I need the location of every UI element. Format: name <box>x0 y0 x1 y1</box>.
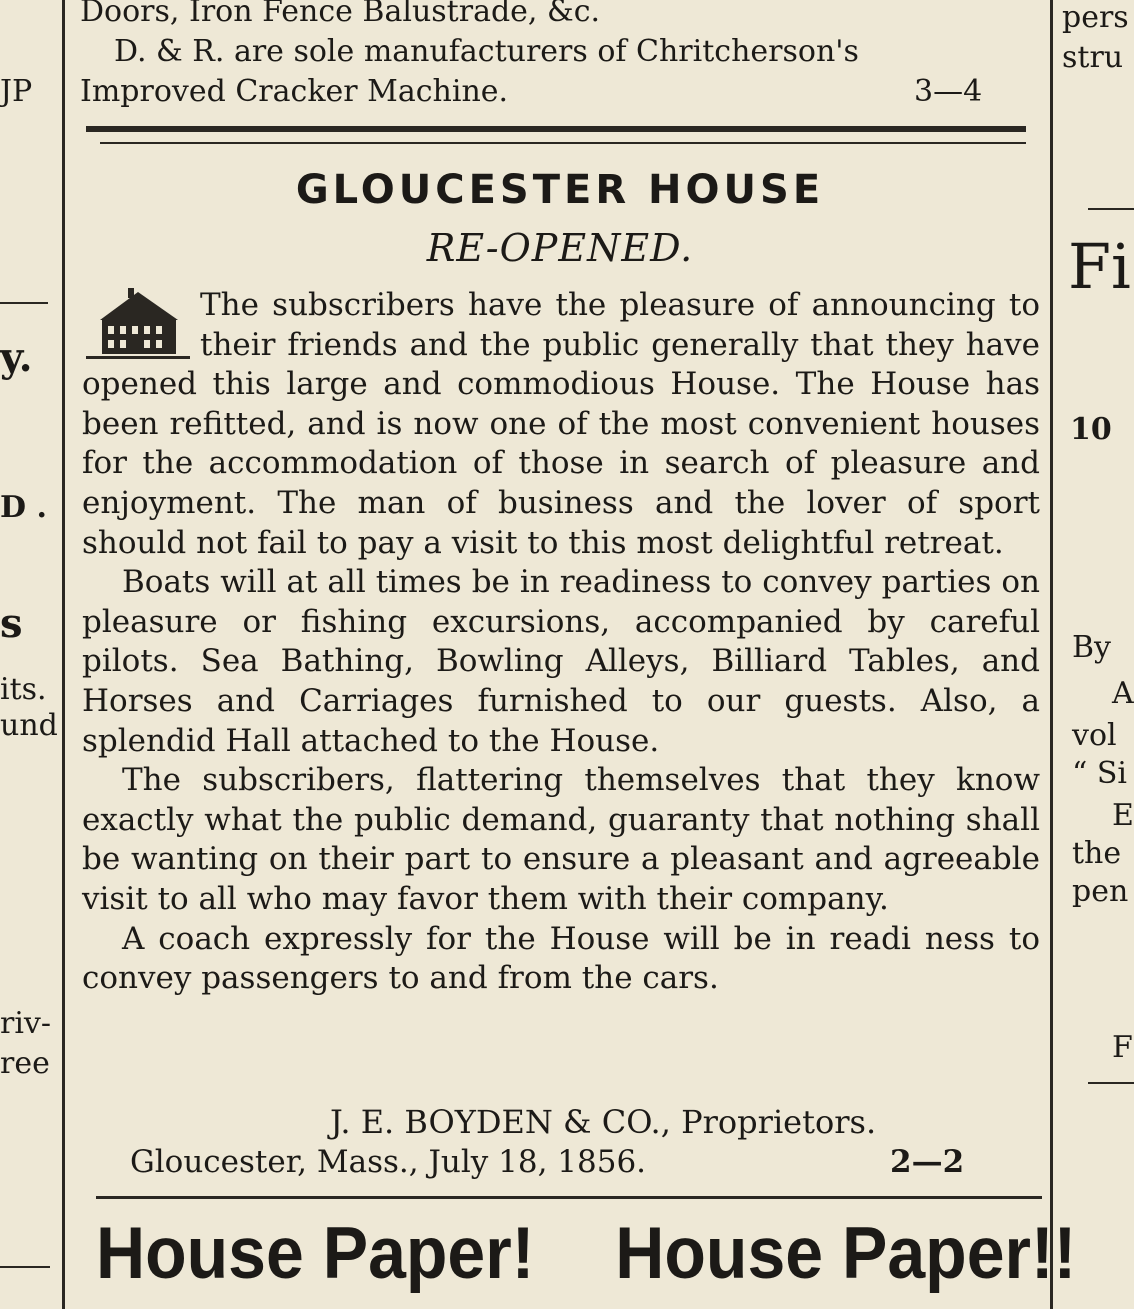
left-divider <box>0 302 48 304</box>
ad-signature: J. E. BOYDEN & CO., Proprietors. <box>330 1103 877 1141</box>
right-fragment: E <box>1112 798 1134 833</box>
right-fragment: Fi <box>1068 230 1131 303</box>
ad-paragraph: The subscribers have the pleasure of announcing to their friends and the public generally that they have opened this large and commodious House. The House has been refitted, and is now one of the most convenient houses for the accommodation of those in search of pleasure and enjoyment. The man of business and the lover of sport should not fail to pay a visit to this most delightful retreat. <box>82 287 1040 561</box>
right-fragment: pen <box>1072 874 1129 909</box>
column-rule-left <box>62 0 65 1309</box>
left-divider <box>0 1266 50 1268</box>
left-fragment: riv- <box>0 1006 52 1041</box>
left-fragment: its. <box>0 672 47 707</box>
ad-paragraph: Boats will at all times be in readiness to convey parties on pleasure or fishing excursions, accompanied by careful pilots. Sea Bathing, Bowling Alleys, Billiard Tables, and Horses and Carriages furnished to our guests. Also, a splendid Hall attached to the House. <box>82 564 1040 759</box>
ad-dateline <box>130 1142 965 1182</box>
ad-date: Gloucester, Mass., July 18, 1856. <box>130 1144 647 1180</box>
ad-code: 2—2 <box>890 1144 965 1180</box>
left-fragment: und <box>0 708 58 743</box>
left-fragment: ree <box>0 1046 50 1081</box>
ad-title: GLOUCESTER HOUSE <box>295 167 825 213</box>
right-fragment: A <box>1112 676 1134 711</box>
right-fragment: “ Si <box>1072 756 1128 791</box>
thin-rule <box>96 1196 1042 1199</box>
previous-ad-code: 3—4 <box>914 74 983 109</box>
heavy-rule <box>86 126 1026 132</box>
column-rule-right <box>1050 0 1053 1309</box>
right-fragment: vol <box>1072 718 1117 753</box>
previous-ad-line: Doors, Iron Fence Balustrade, &c. <box>80 0 601 29</box>
previous-ad-line: Improved Cracker Machine. <box>80 74 509 109</box>
right-divider <box>1088 208 1134 210</box>
house-paper-text: House Paper! <box>96 1212 535 1295</box>
left-fragment: y. <box>0 334 33 381</box>
right-divider <box>1088 1082 1134 1084</box>
right-fragment: the <box>1072 836 1122 871</box>
ad-subtitle: RE-OPENED. <box>426 226 694 270</box>
left-fragment: D . <box>0 490 47 525</box>
previous-ad-line: D. & R. are sole manufacturers of Chritcherson's <box>114 34 859 69</box>
right-fragment: By <box>1072 630 1111 665</box>
left-fragment: s <box>0 600 23 647</box>
left-fragment: JP <box>0 74 33 109</box>
right-fragment: stru <box>1062 40 1124 75</box>
thin-rule <box>100 142 1026 144</box>
house-paper-text: House Paper!! <box>615 1212 1077 1295</box>
right-fragment: 10 <box>1070 412 1112 447</box>
right-fragment: pers <box>1062 0 1129 35</box>
house-paper-ad <box>96 1212 1077 1295</box>
ad-body <box>82 286 1040 999</box>
right-fragment: F <box>1112 1030 1133 1065</box>
house-icon <box>86 286 190 362</box>
ad-paragraph: A coach expressly for the House will be in readi ness to convey passengers to and from the cars. <box>82 920 1040 997</box>
ad-paragraph: The subscribers, flattering themselves that they know exactly what the public demand, guaranty that nothing shall be wanting on their part to ensure a pleasant and agreeable visit to all who may favor them with their company. <box>82 762 1040 917</box>
